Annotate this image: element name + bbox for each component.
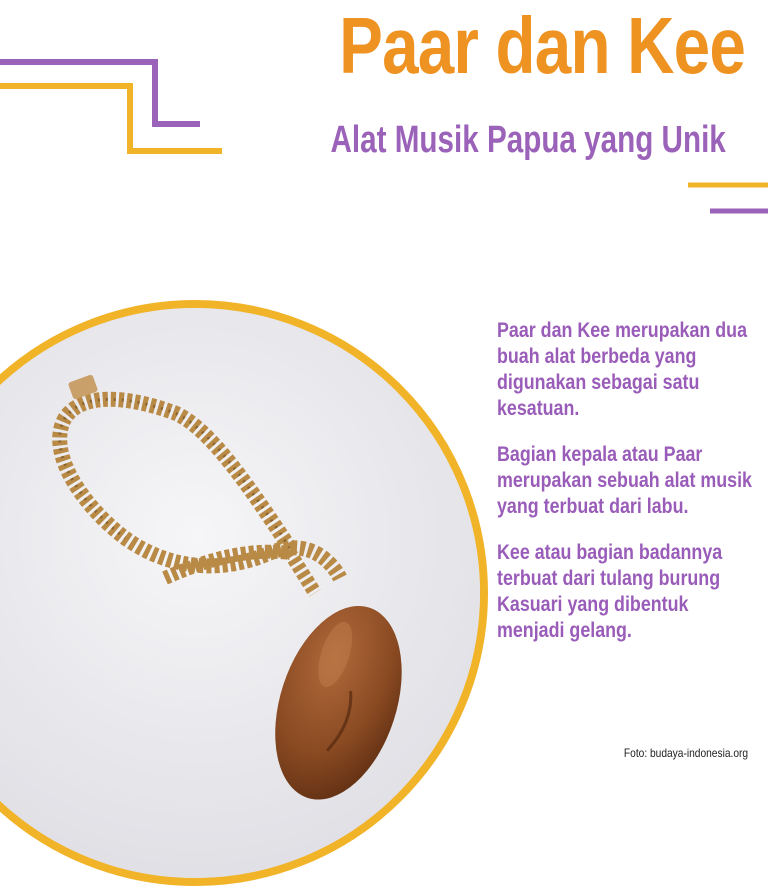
paragraph-kee: Kee atau bagian badannya terbuat dari tulang burung Kasuari yang dibentuk menjadi gelang. — [497, 541, 723, 642]
page-title: Paar dan Kee — [339, 1, 745, 90]
top-left-decorative-lines — [0, 0, 260, 170]
page-subtitle: Alat Musik Papua yang Unik — [330, 119, 726, 161]
instrument-photo-frame — [0, 300, 488, 886]
paragraph-paar: Bagian kepala atau Paar merupakan sebuah alat musik yang terbuat dari labu. — [497, 443, 752, 518]
paar-dan-kee-instrument-image — [0, 308, 480, 878]
photo-credit: Foto: budaya-indonesia.org — [623, 746, 748, 760]
paragraph-intro: Paar dan Kee merupakan dua buah alat berbeda yang digunakan sebagai satu kesatuan. — [497, 319, 748, 420]
description-text-block — [497, 318, 759, 664]
right-decorative-lines — [680, 180, 768, 220]
